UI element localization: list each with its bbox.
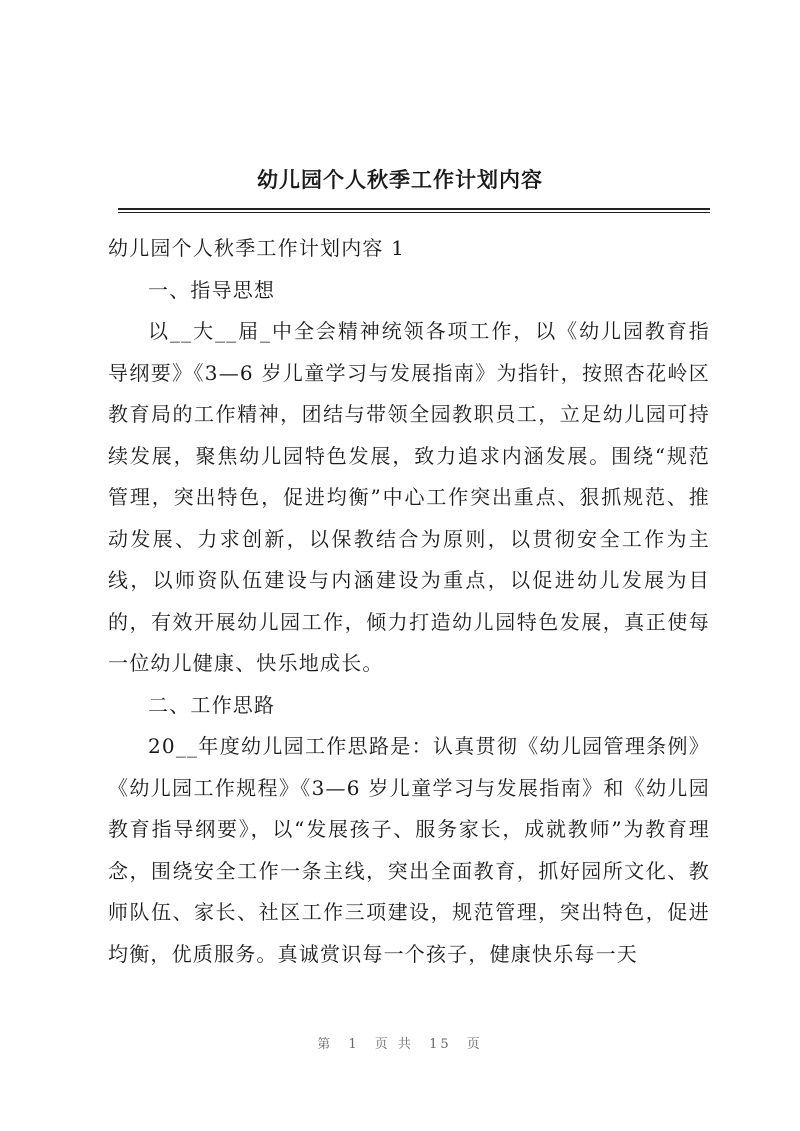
section-heading-guiding-thought: 一、指导思想 (148, 277, 276, 302)
footer-total-pages: 15 (429, 1037, 452, 1052)
title-divider (118, 208, 710, 213)
page-footer (0, 1033, 800, 1052)
section-paragraph-guiding-thought: 以__大__届_中全会精神统领各项工作，以《幼儿园教育指导纲要》《3—6 岁儿童学习与发展指南》为指针，按照杏花岭区教育局的工作精神，团结与带领全园教职员工，立足幼儿园可持续发展，聚焦幼儿园特色发展，致力追求内涵发展。围绕“规范管理，突出特色，促进均衡”中心工作突出重点、狠抓规范、推动发展、力求创新，以保教结合为原则，以贯彻安全工作为主线，以师资队伍建设与内涵建设为重点，以促进幼儿发展为目的，有效开展幼儿园工作，倾力打造幼儿园特色发展，真正使每一位幼儿健康、快乐地成长。 (108, 319, 710, 675)
footer-pages-label: 页 (466, 1037, 483, 1052)
footer-page-label: 第 (317, 1037, 334, 1052)
section-paragraph-work-approach: 20__年度幼儿园工作思路是：认真贯彻《幼儿园管理条例》《幼儿园工作规程》《3—6 岁儿童学习与发展指南》和《幼儿园教育指导纲要》，以“发展孩子、服务家长，成就教师”为教育理念，围绕安全工作一条主线，突出全面教育，抓好园所文化、教师队伍、家长、社区工作三项建设，规范管理，突出特色，促进均衡，优质服务。真诚赏识每一个孩子，健康快乐每一天 (108, 734, 710, 966)
section-heading-work-approach: 二、工作思路 (148, 692, 276, 717)
footer-current-page: 1 (348, 1037, 360, 1052)
document-body (108, 228, 710, 975)
document-subtitle: 幼儿园个人秋季工作计划内容 1 (108, 236, 406, 260)
footer-of-label: 页 共 (374, 1037, 414, 1052)
document-title: 幼儿园个人秋季工作计划内容 (257, 168, 543, 192)
